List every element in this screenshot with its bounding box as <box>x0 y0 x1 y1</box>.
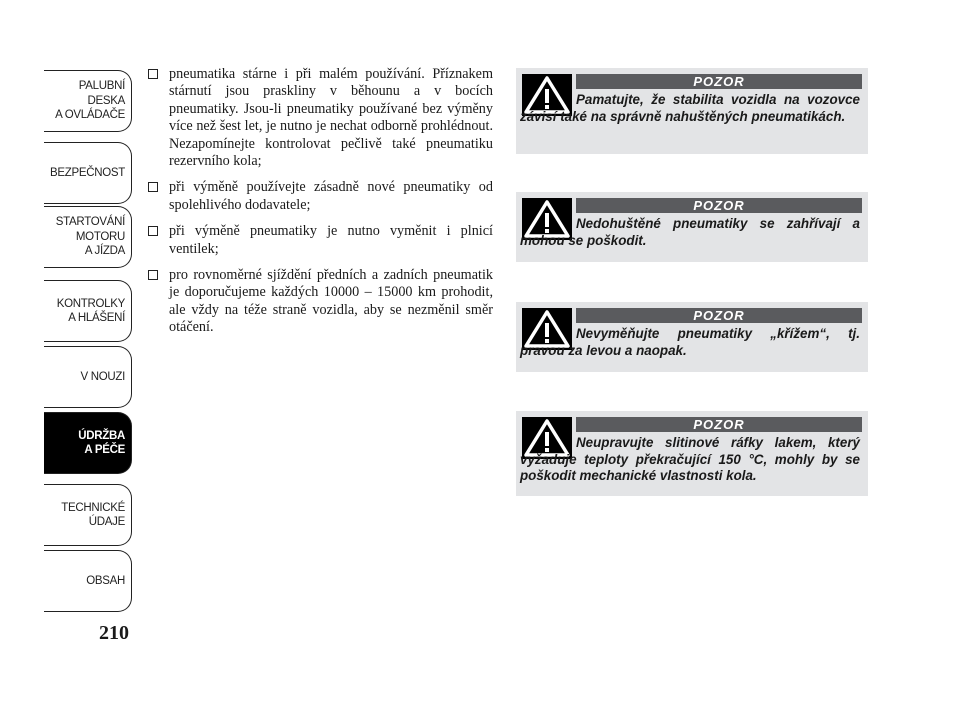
list-item-text: při výměně pneumatiky je nutno vyměnit i plnicí ventilek; <box>169 223 493 257</box>
page-number: 210 <box>99 622 129 644</box>
list-item <box>147 179 493 214</box>
list-item-text: pneumatika stárne i při malém používání. Příznakem stárnutí jsou praskliny v běhounu a v bocích pneumatiky. Jsou-li pneumatiky používané bez výměny více než šest let, je nutno je nechat odborně prohlédnout. Nezapomínejte kontrolovat pečlivě také pneumatiku rezervního kola; <box>169 66 493 170</box>
list-item-text: při výměně používejte zásadně nové pneumatiky od spolehlivého dodavatele; <box>169 179 493 213</box>
tab-obsah[interactable]: OBSAH <box>44 550 132 612</box>
warning-text: Pamatujte, že stabilita vozidla na vozovce závisí také na správně nahuštěných pneumatikách. <box>520 92 860 124</box>
tab-technicke-udaje[interactable]: TECHNICKÉ ÚDAJE <box>44 484 132 546</box>
warning-title: POZOR <box>576 417 862 432</box>
tab-kontrolky[interactable]: KONTROLKY A HLÁŠENÍ <box>44 280 132 342</box>
warning-box <box>516 68 868 154</box>
warning-title: POZOR <box>576 308 862 323</box>
warning-title: POZOR <box>576 198 862 213</box>
checkbox-bullet-icon <box>148 182 158 192</box>
main-text <box>147 66 493 346</box>
checkbox-bullet-icon <box>148 226 158 236</box>
tab-bezpecnost[interactable]: BEZPEČNOST <box>44 142 132 204</box>
checkbox-bullet-icon <box>148 69 158 79</box>
tab-palubni-deska[interactable]: PALUBNÍ DESKA A OVLÁDAČE <box>44 70 132 132</box>
tab-startovani[interactable]: STARTOVÁNÍ MOTORU A JÍZDA <box>44 206 132 268</box>
warning-title: POZOR <box>576 74 862 89</box>
warning-text: Neupravujte slitinové ráfky lakem, který vyžaduje teploty překračující 150 °C, mohly by se poškodit mechanické vlastnosti kola. <box>520 435 860 484</box>
warning-box <box>516 302 868 372</box>
warning-box <box>516 411 868 496</box>
warning-text: Nevyměňujte pneumatiky „křížem“, tj. pravou za levou a naopak. <box>520 326 860 358</box>
list-item <box>147 223 493 258</box>
checkbox-bullet-icon <box>148 270 158 280</box>
tab-v-nouzi[interactable]: V NOUZI <box>44 346 132 408</box>
warning-text: Nedohuštěné pneumatiky se zahřívají a mohou se poškodit. <box>520 216 860 248</box>
list-item <box>147 66 493 170</box>
warning-box <box>516 192 868 262</box>
tab-udrzba[interactable]: ÚDRŽBA A PÉČE <box>44 412 132 474</box>
list-item-text: pro rovnoměrné sjíždění předních a zadních pneumatik je doporučujeme každých 10000 – 15000 km prohodit, ale vždy na téže straně vozidla, aby se nezměnil směr otáčení. <box>169 267 493 336</box>
list-item <box>147 267 493 337</box>
